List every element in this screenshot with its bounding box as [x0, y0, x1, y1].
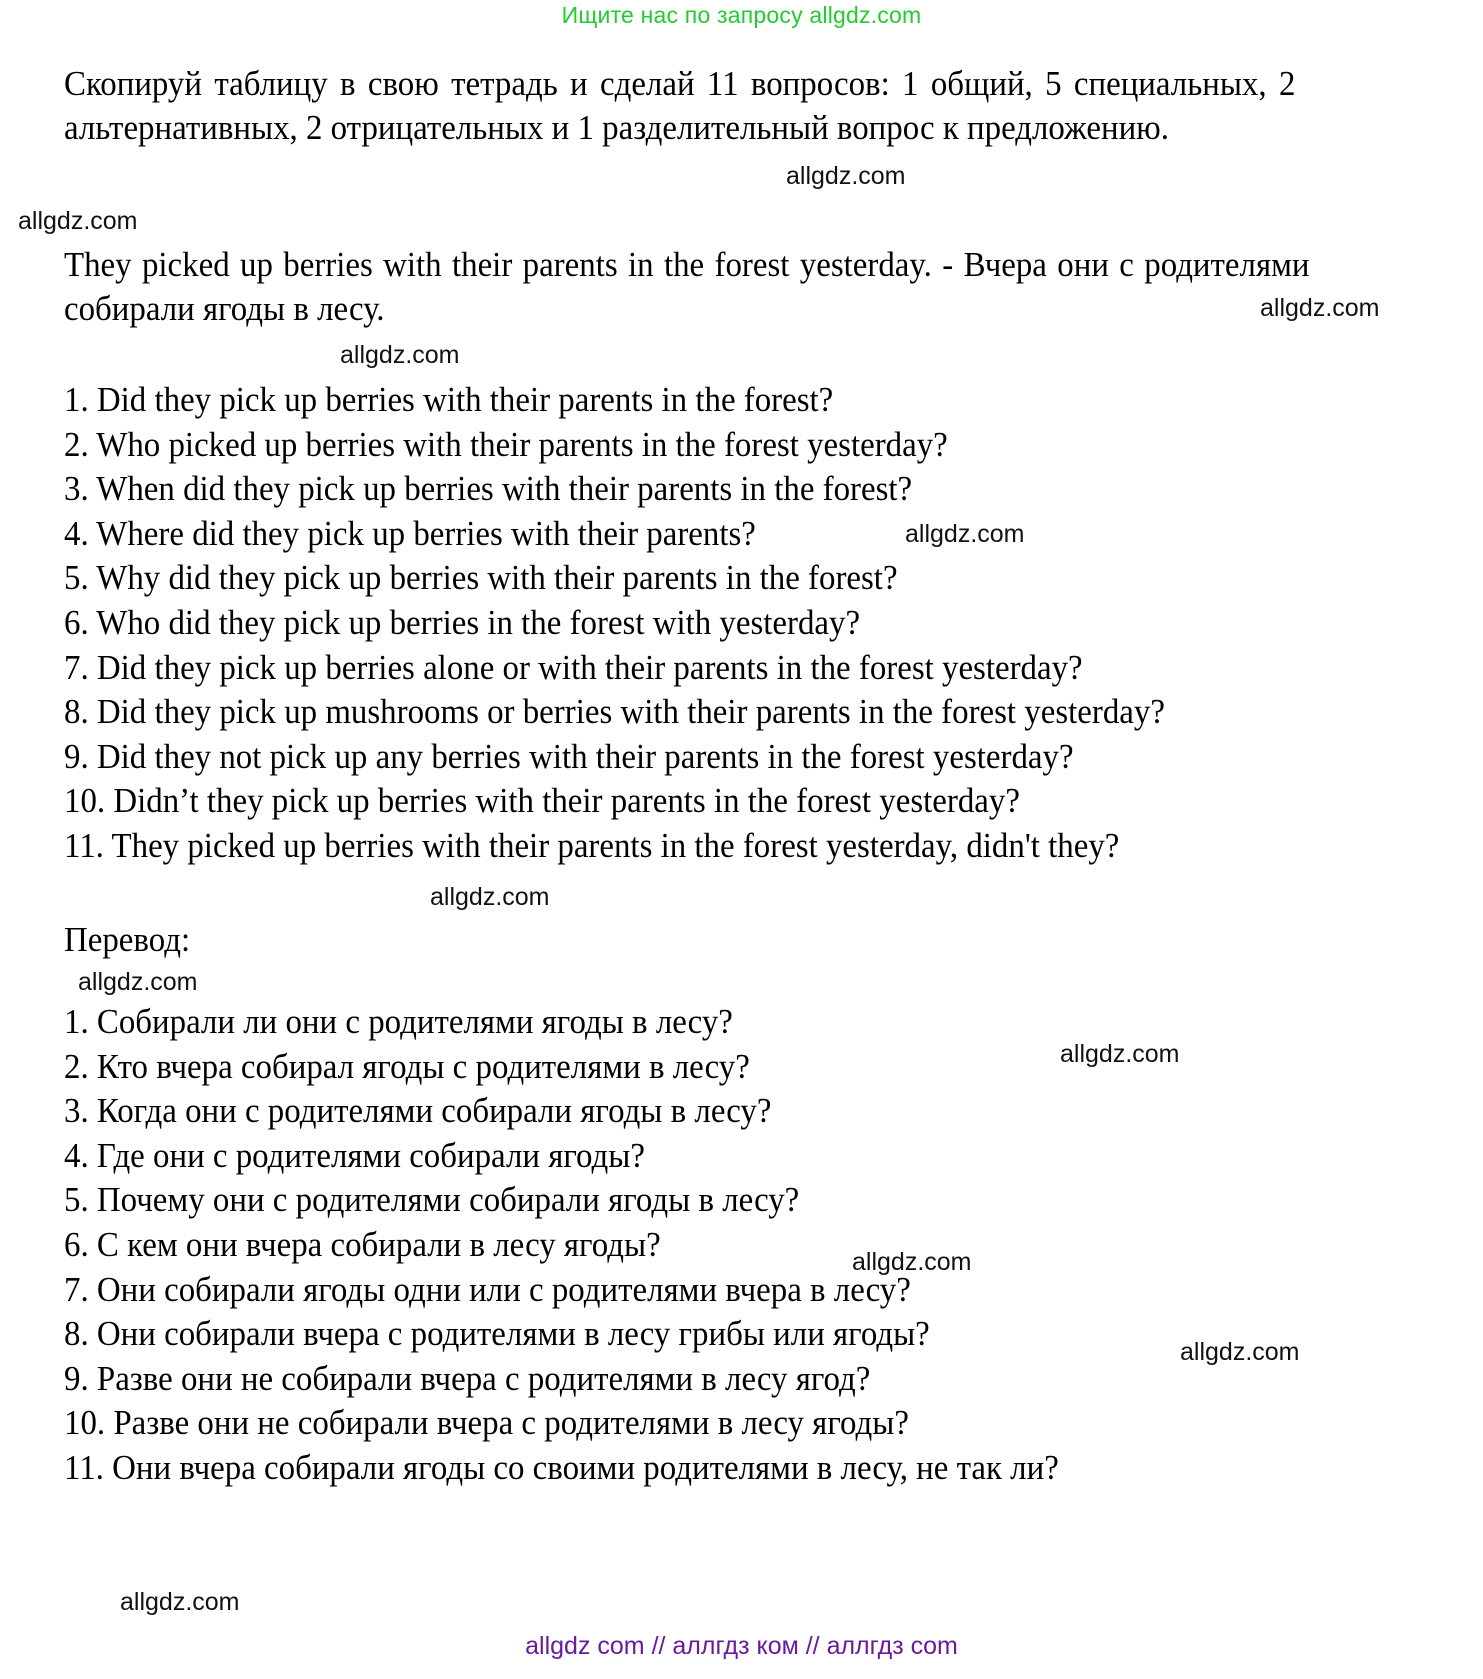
english-questions-list	[64, 378, 1464, 869]
russian-questions-list	[64, 1000, 1464, 1491]
question-line: 10. Didn’t they pick up berries with their parents in the forest yesterday?	[64, 781, 1020, 821]
watermark-text: allgdz.com	[1180, 1338, 1300, 1366]
question-line: 9. Did they not pick up any berries with their parents in the forest yesterday?	[64, 736, 1074, 776]
question-line: 5. Why did they pick up berries with their parents in the forest?	[64, 558, 898, 598]
translation-heading: Перевод:	[64, 920, 191, 959]
question-line: 2. Кто вчера собирал ягоды с родителями в лесу?	[64, 1046, 750, 1086]
question-line: 11. They picked up berries with their parents in the forest yesterday, didn't they?	[64, 825, 1120, 865]
watermark-text: allgdz.com	[1260, 294, 1380, 322]
question-line: 3. Когда они с родителями собирали ягоды в лесу?	[64, 1091, 772, 1131]
promo-banner: Ищите нас по запросу allgdz.com	[561, 2, 922, 28]
watermark-text: allgdz.com	[786, 162, 906, 190]
watermark-text: allgdz.com	[78, 968, 198, 996]
question-line: 3. When did they pick up berries with their parents in the forest?	[64, 469, 913, 509]
watermark-text: allgdz.com	[905, 520, 1025, 548]
watermark-text: allgdz.com	[430, 883, 550, 911]
question-line: 11. Они вчера собирали ягоды со своими родителями в лесу, не так ли?	[64, 1447, 1059, 1487]
watermark-text: allgdz.com	[120, 1588, 240, 1616]
watermark-text: allgdz.com	[340, 341, 460, 369]
question-line: 2. Who picked up berries with their parents in the forest yesterday?	[64, 424, 948, 464]
footer-brand-line: allgdz com // аллгдз ком // аллгдз com	[525, 1632, 958, 1660]
question-line: 4. Where did they pick up berries with their parents?	[64, 513, 756, 553]
question-line: 4. Где они с родителями собирали ягоды?	[64, 1135, 645, 1175]
watermark-text: allgdz.com	[1060, 1040, 1180, 1068]
question-line: 6. С кем они вчера собирали в лесу ягоды?	[64, 1224, 661, 1264]
question-line: 8. Они собирали вчера с родителями в лесу грибы или ягоды?	[64, 1314, 930, 1354]
watermark-text: allgdz.com	[18, 207, 138, 235]
question-line: 7. Они собирали ягоды одни или с родителями вчера в лесу?	[64, 1269, 911, 1309]
question-line: 5. Почему они с родителями собирали ягоды в лесу?	[64, 1180, 800, 1220]
watermark-text: allgdz.com	[852, 1248, 972, 1276]
question-line: 8. Did they pick up mushrooms or berries with their parents in the forest yesterday?	[64, 692, 1165, 732]
question-line: 7. Did they pick up berries alone or with their parents in the forest yesterday?	[64, 647, 1083, 687]
source-sentence: They picked up berries with their parents in the forest yesterday. - Вчера они с родителями собирали ягоды в лесу.	[64, 245, 1318, 328]
task-instruction: Скопируй таблицу в свою тетрадь и сделай 11 вопросов: 1 общий, 5 специальных, 2 альтернативных, 2 отрицательных и 1 разделительный вопрос к предложению.	[64, 64, 1304, 147]
question-line: 9. Разве они не собирали вчера с родителями в лесу ягод?	[64, 1358, 871, 1398]
question-line: 1. Собирали ли они с родителями ягоды в лесу?	[64, 1002, 733, 1041]
question-line: 10. Разве они не собирали вчера с родителями в лесу ягоды?	[64, 1403, 909, 1443]
question-line: 1. Did they pick up berries with their parents in the forest?	[64, 380, 834, 419]
question-line: 6. Who did they pick up berries in the forest with yesterday?	[64, 602, 861, 642]
